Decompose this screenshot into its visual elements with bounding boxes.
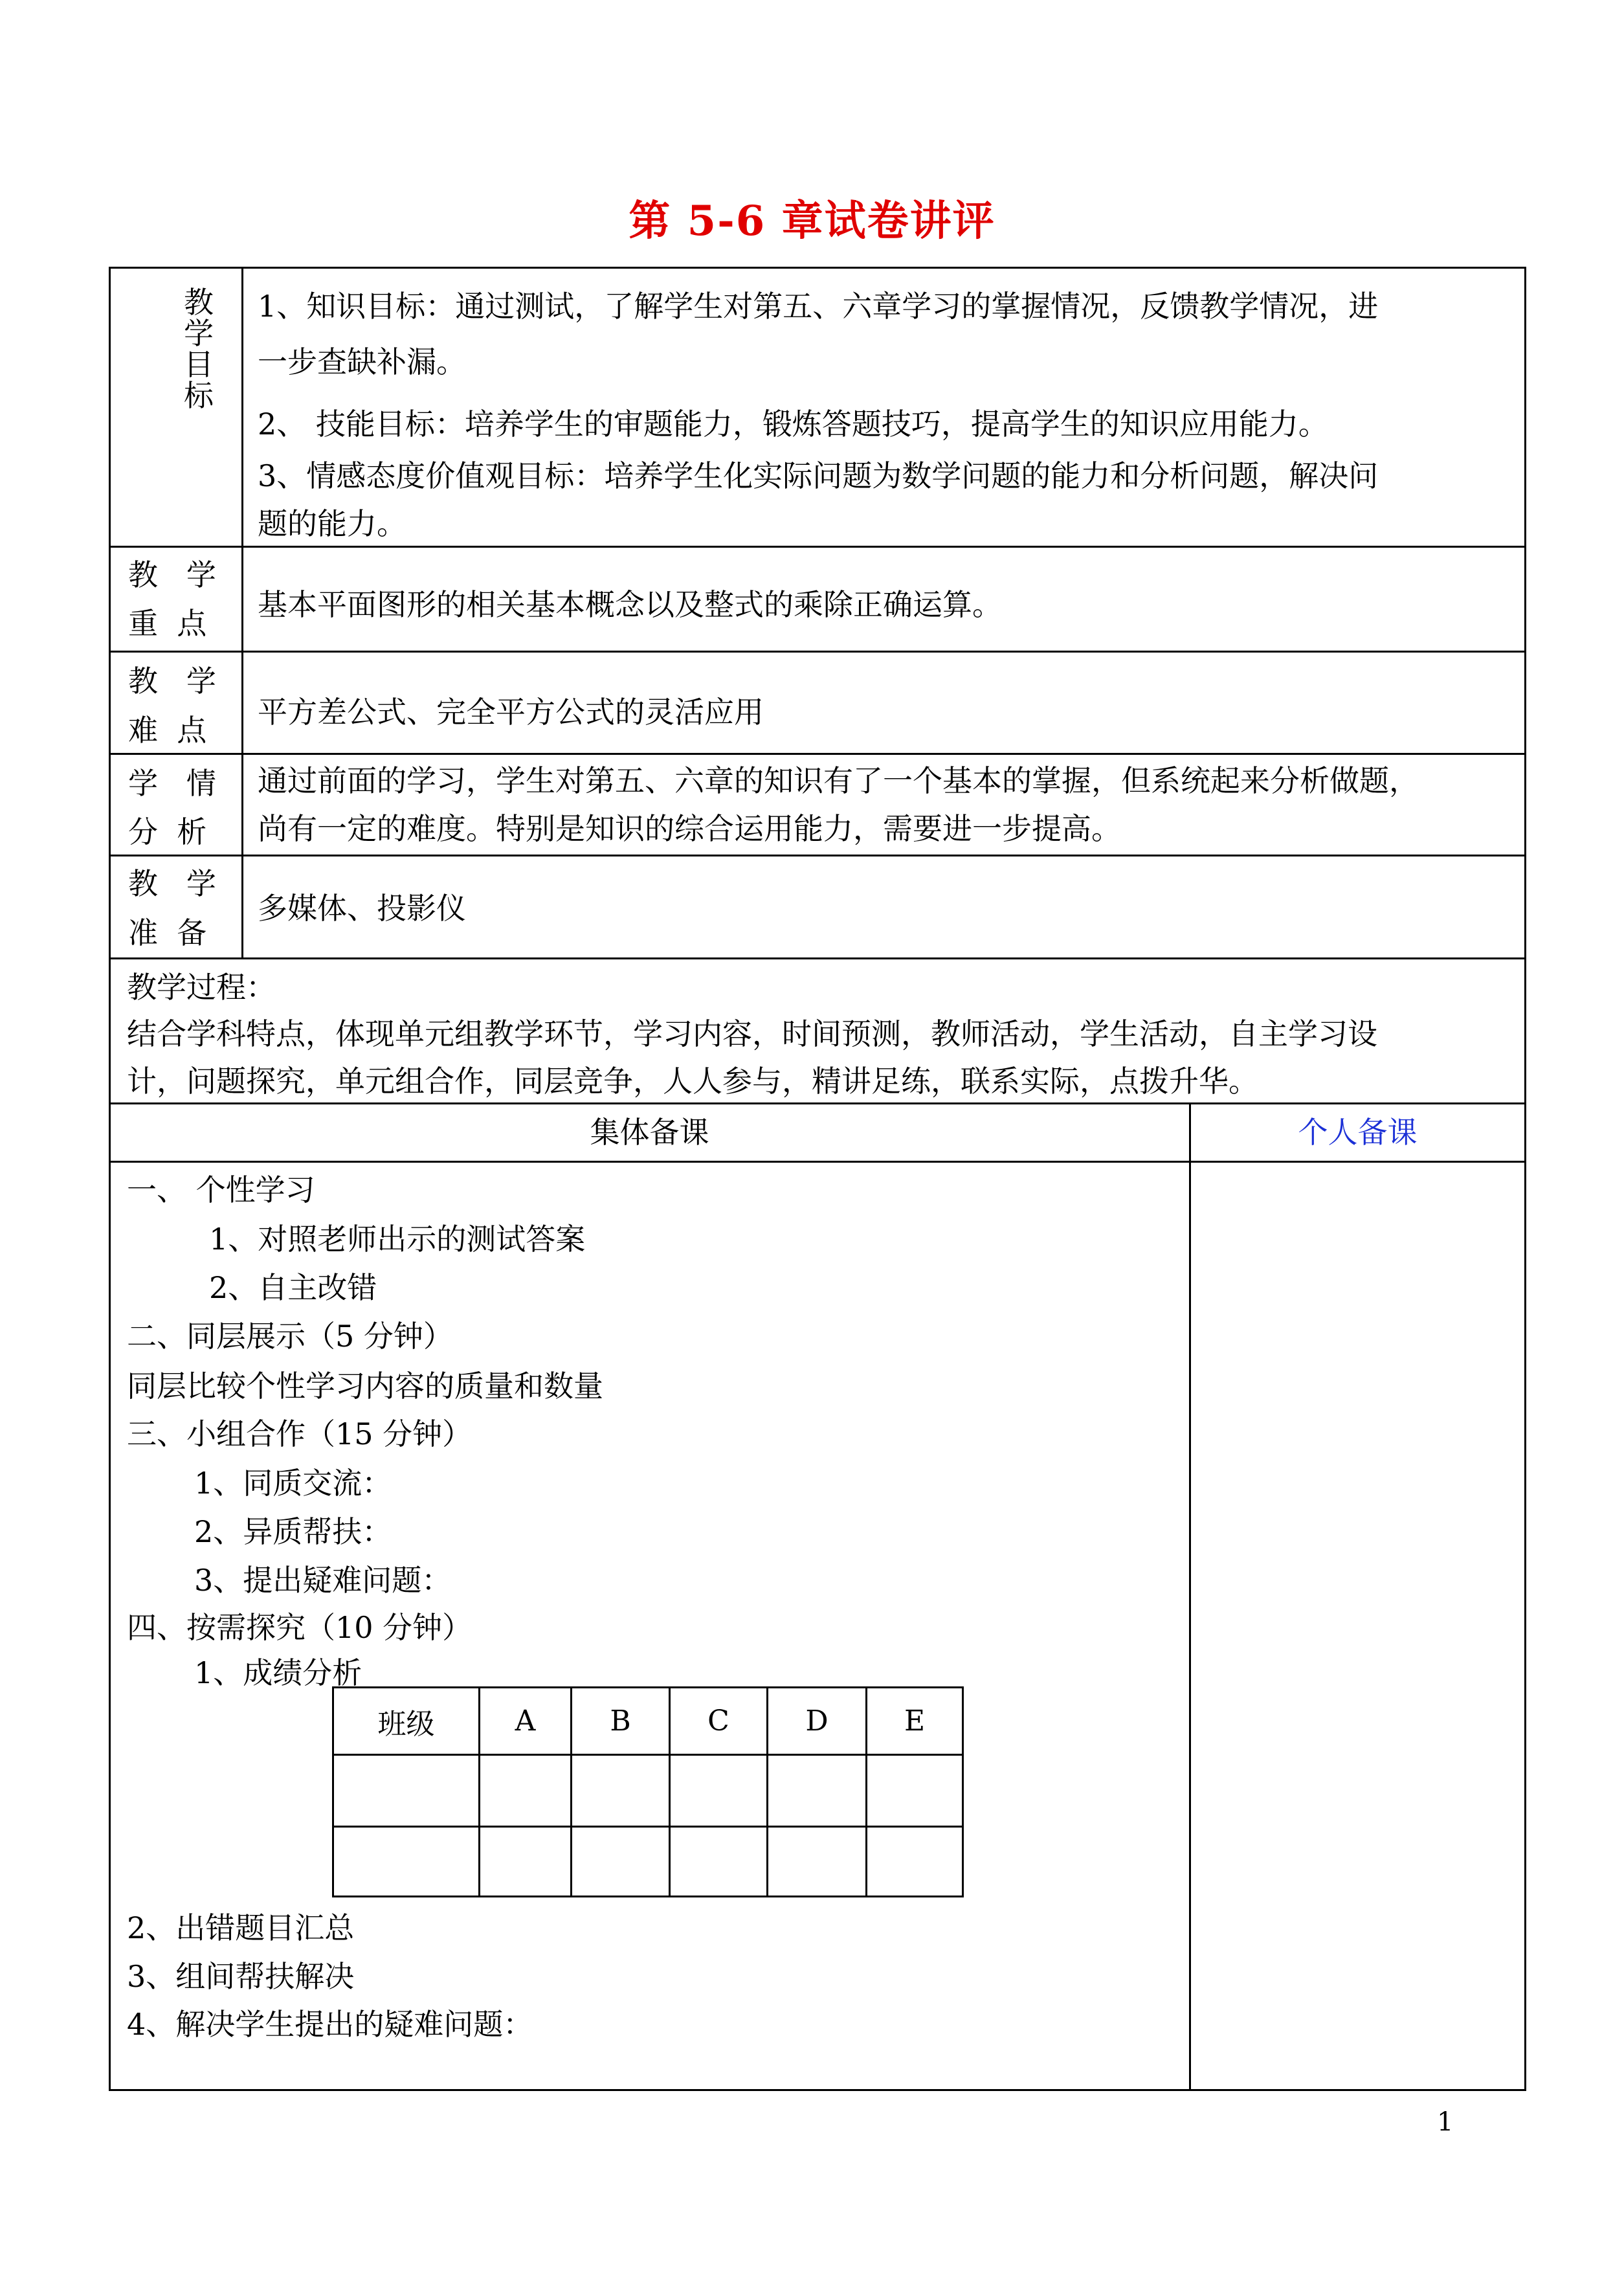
step-4b: 2、出错题目汇总 [127,1910,355,1945]
step-3c: 3、提出疑难问题： [194,1563,452,1598]
table-header-cell: D [768,1688,867,1755]
row-divider [109,753,1526,755]
table-cell [867,1827,963,1897]
difficulties-content: 平方差公式、完全平方公式的灵活应用 [258,695,764,730]
label-char: 目 [184,347,214,382]
table-row [333,1755,963,1827]
difficulties-label-1: 教 学 [128,664,216,699]
step-1a: 1、对照老师出示的测试答案 [209,1222,586,1257]
key-points-label-2: 重 点 [128,606,207,641]
table-header-cell: E [867,1688,963,1755]
step-1: 一、 个性学习 [127,1172,315,1207]
step-3: 三、小组合作（15 分钟） [127,1416,473,1451]
step-1b: 2、自主改错 [209,1270,377,1305]
analysis-content-2: 尚有一定的难度。特别是知识的综合运用能力，需要进一步提高。 [258,811,1121,846]
table-header-cell: A [480,1688,572,1755]
label-char: 标 [184,378,214,413]
collective-header: 集体备课 [590,1115,709,1150]
analysis-content-1: 通过前面的学习，学生对第五、六章的知识有了一个基本的掌握，但系统起来分析做题， [258,763,1419,798]
personal-column-divider [1189,1102,1191,2091]
personal-header: 个人备课 [1298,1115,1418,1150]
row-divider [109,855,1526,856]
page-number: 1 [1437,2107,1454,2137]
analysis-label-1: 学 情 [128,766,216,801]
step-4c: 3、组间帮扶解决 [127,1959,355,1994]
label-char: 教 [184,285,214,320]
table-header-cell: C [670,1688,768,1755]
process-heading: 教学过程： [127,970,276,1005]
step-4a: 1、成绩分析 [194,1655,362,1690]
table-border-right [1524,267,1526,2091]
preparation-label-2: 准 备 [128,915,207,950]
objective-emotion: 3、情感态度价值观目标：培养学生化实际问题为数学问题的能力和分析问题，解决问 [258,458,1379,493]
table-cell [480,1755,572,1827]
process-line-1: 结合学科特点，体现单元组教学环节，学习内容，时间预测，教师活动，学生活动，自主学习设 [127,1016,1377,1051]
step-4d: 4、解决学生提出的疑难问题： [127,2007,533,2042]
key-points-content: 基本平面图形的相关基本概念以及整式的乘除正确运算。 [258,587,1002,622]
table-cell [333,1755,480,1827]
step-3b: 2、异质帮扶： [194,1514,392,1549]
key-points-label-1: 教 学 [128,557,216,592]
row-divider [109,957,1526,959]
objective-knowledge: 1、知识目标：通过测试，了解学生对第五、六章学习的掌握情况，反馈教学情况，进 [258,289,1379,324]
table-cell [768,1827,867,1897]
objective-emotion-cont: 题的能力。 [258,506,406,541]
table-cell [768,1755,867,1827]
score-table [332,1686,964,1897]
step-2a: 同层比较个性学习内容的质量和数量 [127,1369,603,1404]
analysis-label-2: 分 析 [128,814,207,849]
page-title: 第 5-6 章试卷讲评 [628,197,996,245]
table-border-bottom [109,2089,1526,2091]
step-3a: 1、同质交流： [194,1466,392,1501]
table-header-cell: 班级 [333,1688,480,1755]
table-row [333,1827,963,1897]
preparation-content: 多媒体、投影仪 [258,891,466,926]
step-4: 四、按需探究（10 分钟） [127,1610,473,1645]
label-char: 学 [184,316,214,351]
preparation-label-1: 教 学 [128,866,216,901]
table-cell [670,1755,768,1827]
table-row [333,1688,963,1755]
table-header-cell: B [572,1688,670,1755]
table-border-top [109,267,1526,269]
table-cell [867,1755,963,1827]
table-cell [333,1827,480,1897]
row-divider [109,1161,1526,1163]
difficulties-label-2: 难 点 [128,713,207,748]
objective-knowledge-cont: 一步查缺补漏。 [258,344,466,379]
table-cell [670,1827,768,1897]
process-line-2: 计，问题探究，单元组合作，同层竞争，人人参与，精讲足练，联系实际，点拨升华。 [127,1064,1258,1099]
table-cell [480,1827,572,1897]
row-divider [109,651,1526,653]
table-border-left [109,267,111,2091]
table-cell [572,1755,670,1827]
table-cell [572,1827,670,1897]
objective-skill: 2、 技能目标：培养学生的审题能力，锻炼答题技巧，提高学生的知识应用能力。 [258,407,1328,442]
step-2: 二、同层展示（5 分钟） [127,1319,453,1354]
